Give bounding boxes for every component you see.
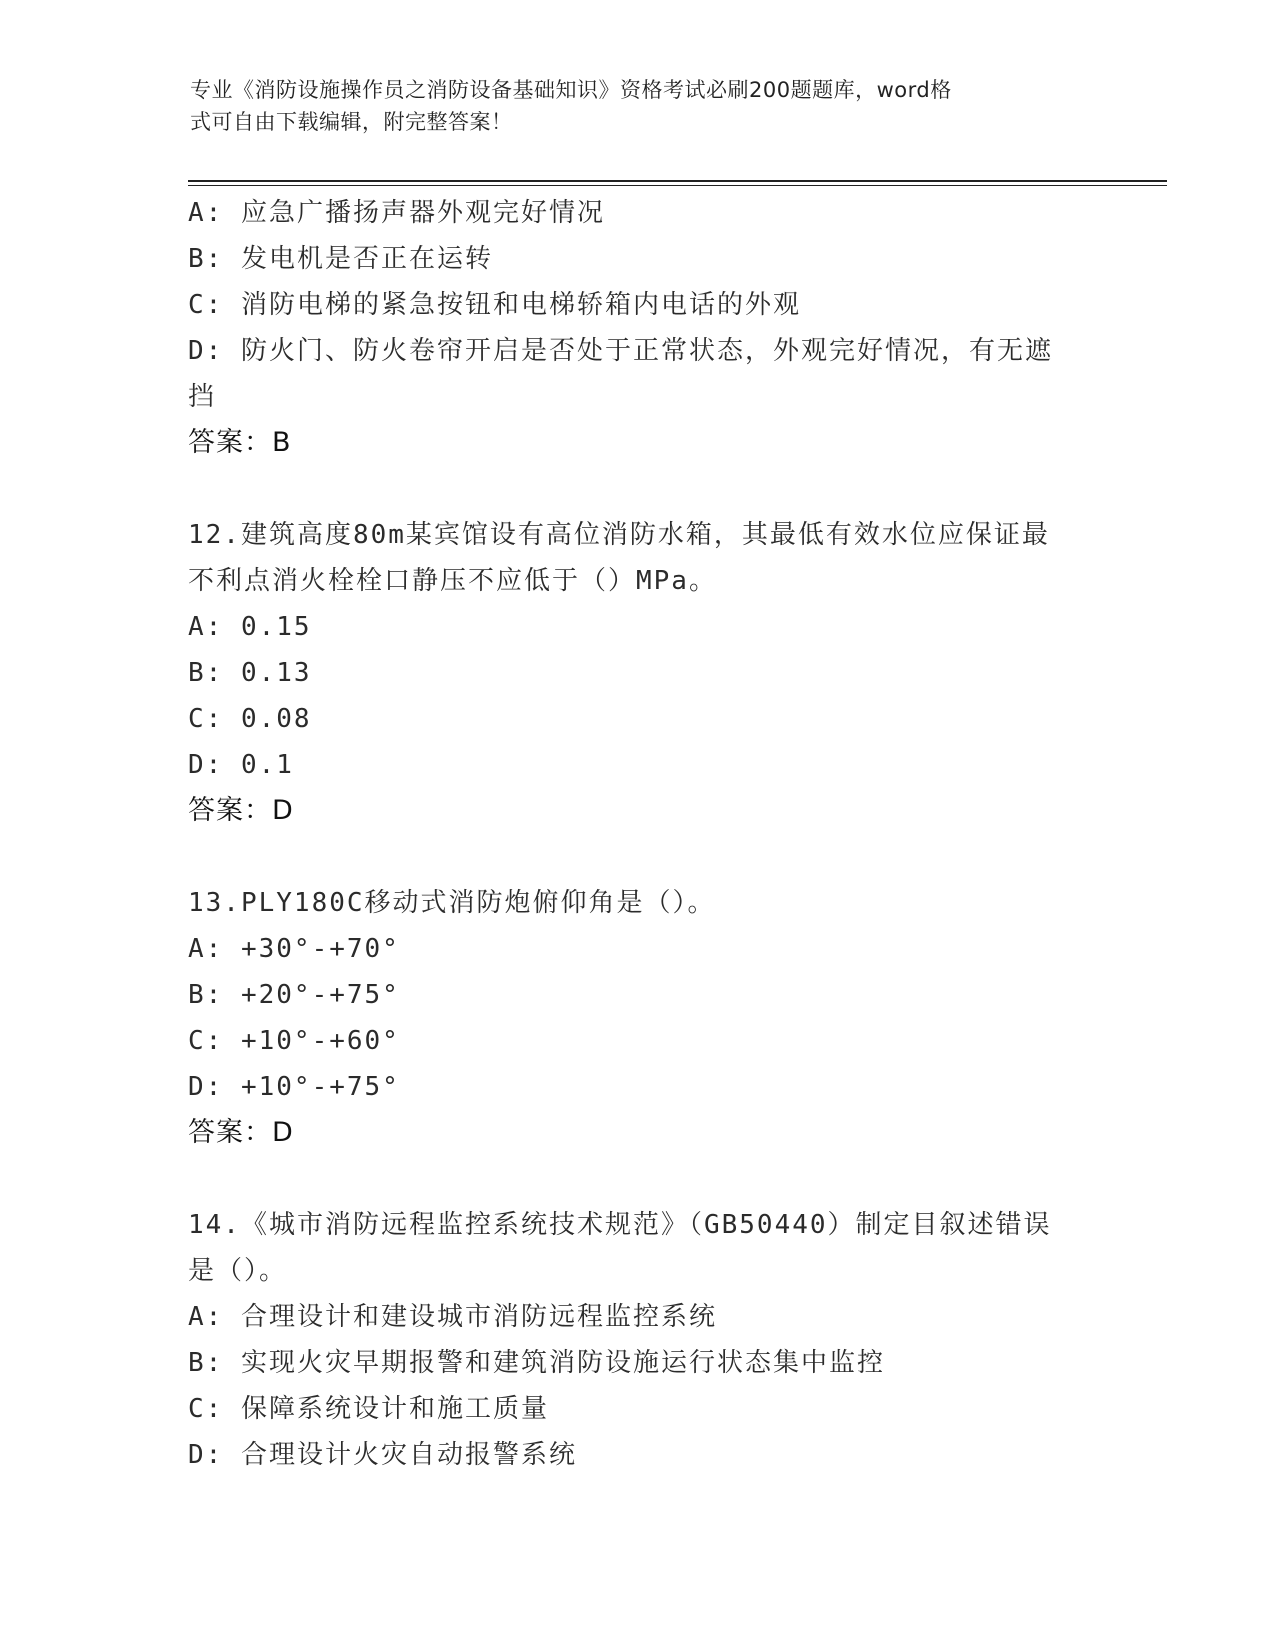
q11-answer: 答案：B	[188, 427, 292, 458]
q13-option-d: D: +10°-+75°	[188, 1072, 400, 1102]
spacer	[188, 834, 1088, 880]
header-divider-thin	[188, 185, 1167, 186]
q14-option-c: C: 保障系统设计和施工质量	[188, 1394, 549, 1424]
q14-stem-line-1: 14.《城市消防远程监控系统技术规范》（GB50440）制定目叙述错误	[188, 1210, 1052, 1240]
q11-option-b: B: 发电机是否正在运转	[188, 244, 493, 274]
q11-option-d: D: 防火门、防火卷帘开启是否处于正常状态，外观完好情况，有无遮	[188, 336, 1053, 366]
question-11	[188, 190, 1088, 466]
q13-option-c: C: +10°-+60°	[188, 1026, 400, 1056]
q12-stem-line-2: 不利点消火栓栓口静压不应低于（）MPa。	[188, 566, 717, 596]
question-13	[188, 880, 1088, 1156]
q12-option-c: C: 0.08	[188, 704, 312, 734]
question-12	[188, 512, 1088, 834]
q12-stem-line-1: 12.建筑高度80m某宾馆设有高位消防水箱，其最低有效水位应保证最	[188, 520, 1050, 550]
q13-stem-line-1: 13.PLY180C移动式消防炮俯仰角是（）。	[188, 888, 716, 918]
q12-option-d: D: 0.1	[188, 750, 294, 780]
q13-option-a: A: +30°-+70°	[188, 934, 400, 964]
q12-option-b: B: 0.13	[188, 658, 312, 688]
spacer	[188, 466, 1088, 512]
question-14	[188, 1202, 1088, 1478]
q11-option-a: A: 应急广播扬声器外观完好情况	[188, 198, 605, 228]
header-line-1: 专业《消防设施操作员之消防设备基础知识》资格考试必刷200题题库，word格	[190, 78, 952, 102]
q13-option-b: B: +20°-+75°	[188, 980, 400, 1010]
q14-option-a: A: 合理设计和建设城市消防远程监控系统	[188, 1302, 717, 1332]
question-content	[188, 190, 1088, 1478]
spacer	[188, 1156, 1088, 1202]
q14-stem-line-2: 是（）。	[188, 1256, 288, 1286]
q12-answer: 答案：D	[188, 795, 294, 826]
q14-option-b: B: 实现火灾早期报警和建筑消防设施运行状态集中监控	[188, 1348, 885, 1378]
q13-answer: 答案：D	[188, 1117, 294, 1148]
q14-option-d: D: 合理设计火灾自动报警系统	[188, 1440, 577, 1470]
header-line-2: 式可自由下载编辑，附完整答案！	[190, 110, 513, 134]
q12-option-a: A: 0.15	[188, 612, 312, 642]
document-header	[190, 74, 1070, 138]
q11-option-d-cont: 挡	[188, 382, 217, 412]
header-divider-thick	[188, 180, 1167, 182]
q11-option-c: C: 消防电梯的紧急按钮和电梯轿箱内电话的外观	[188, 290, 801, 320]
